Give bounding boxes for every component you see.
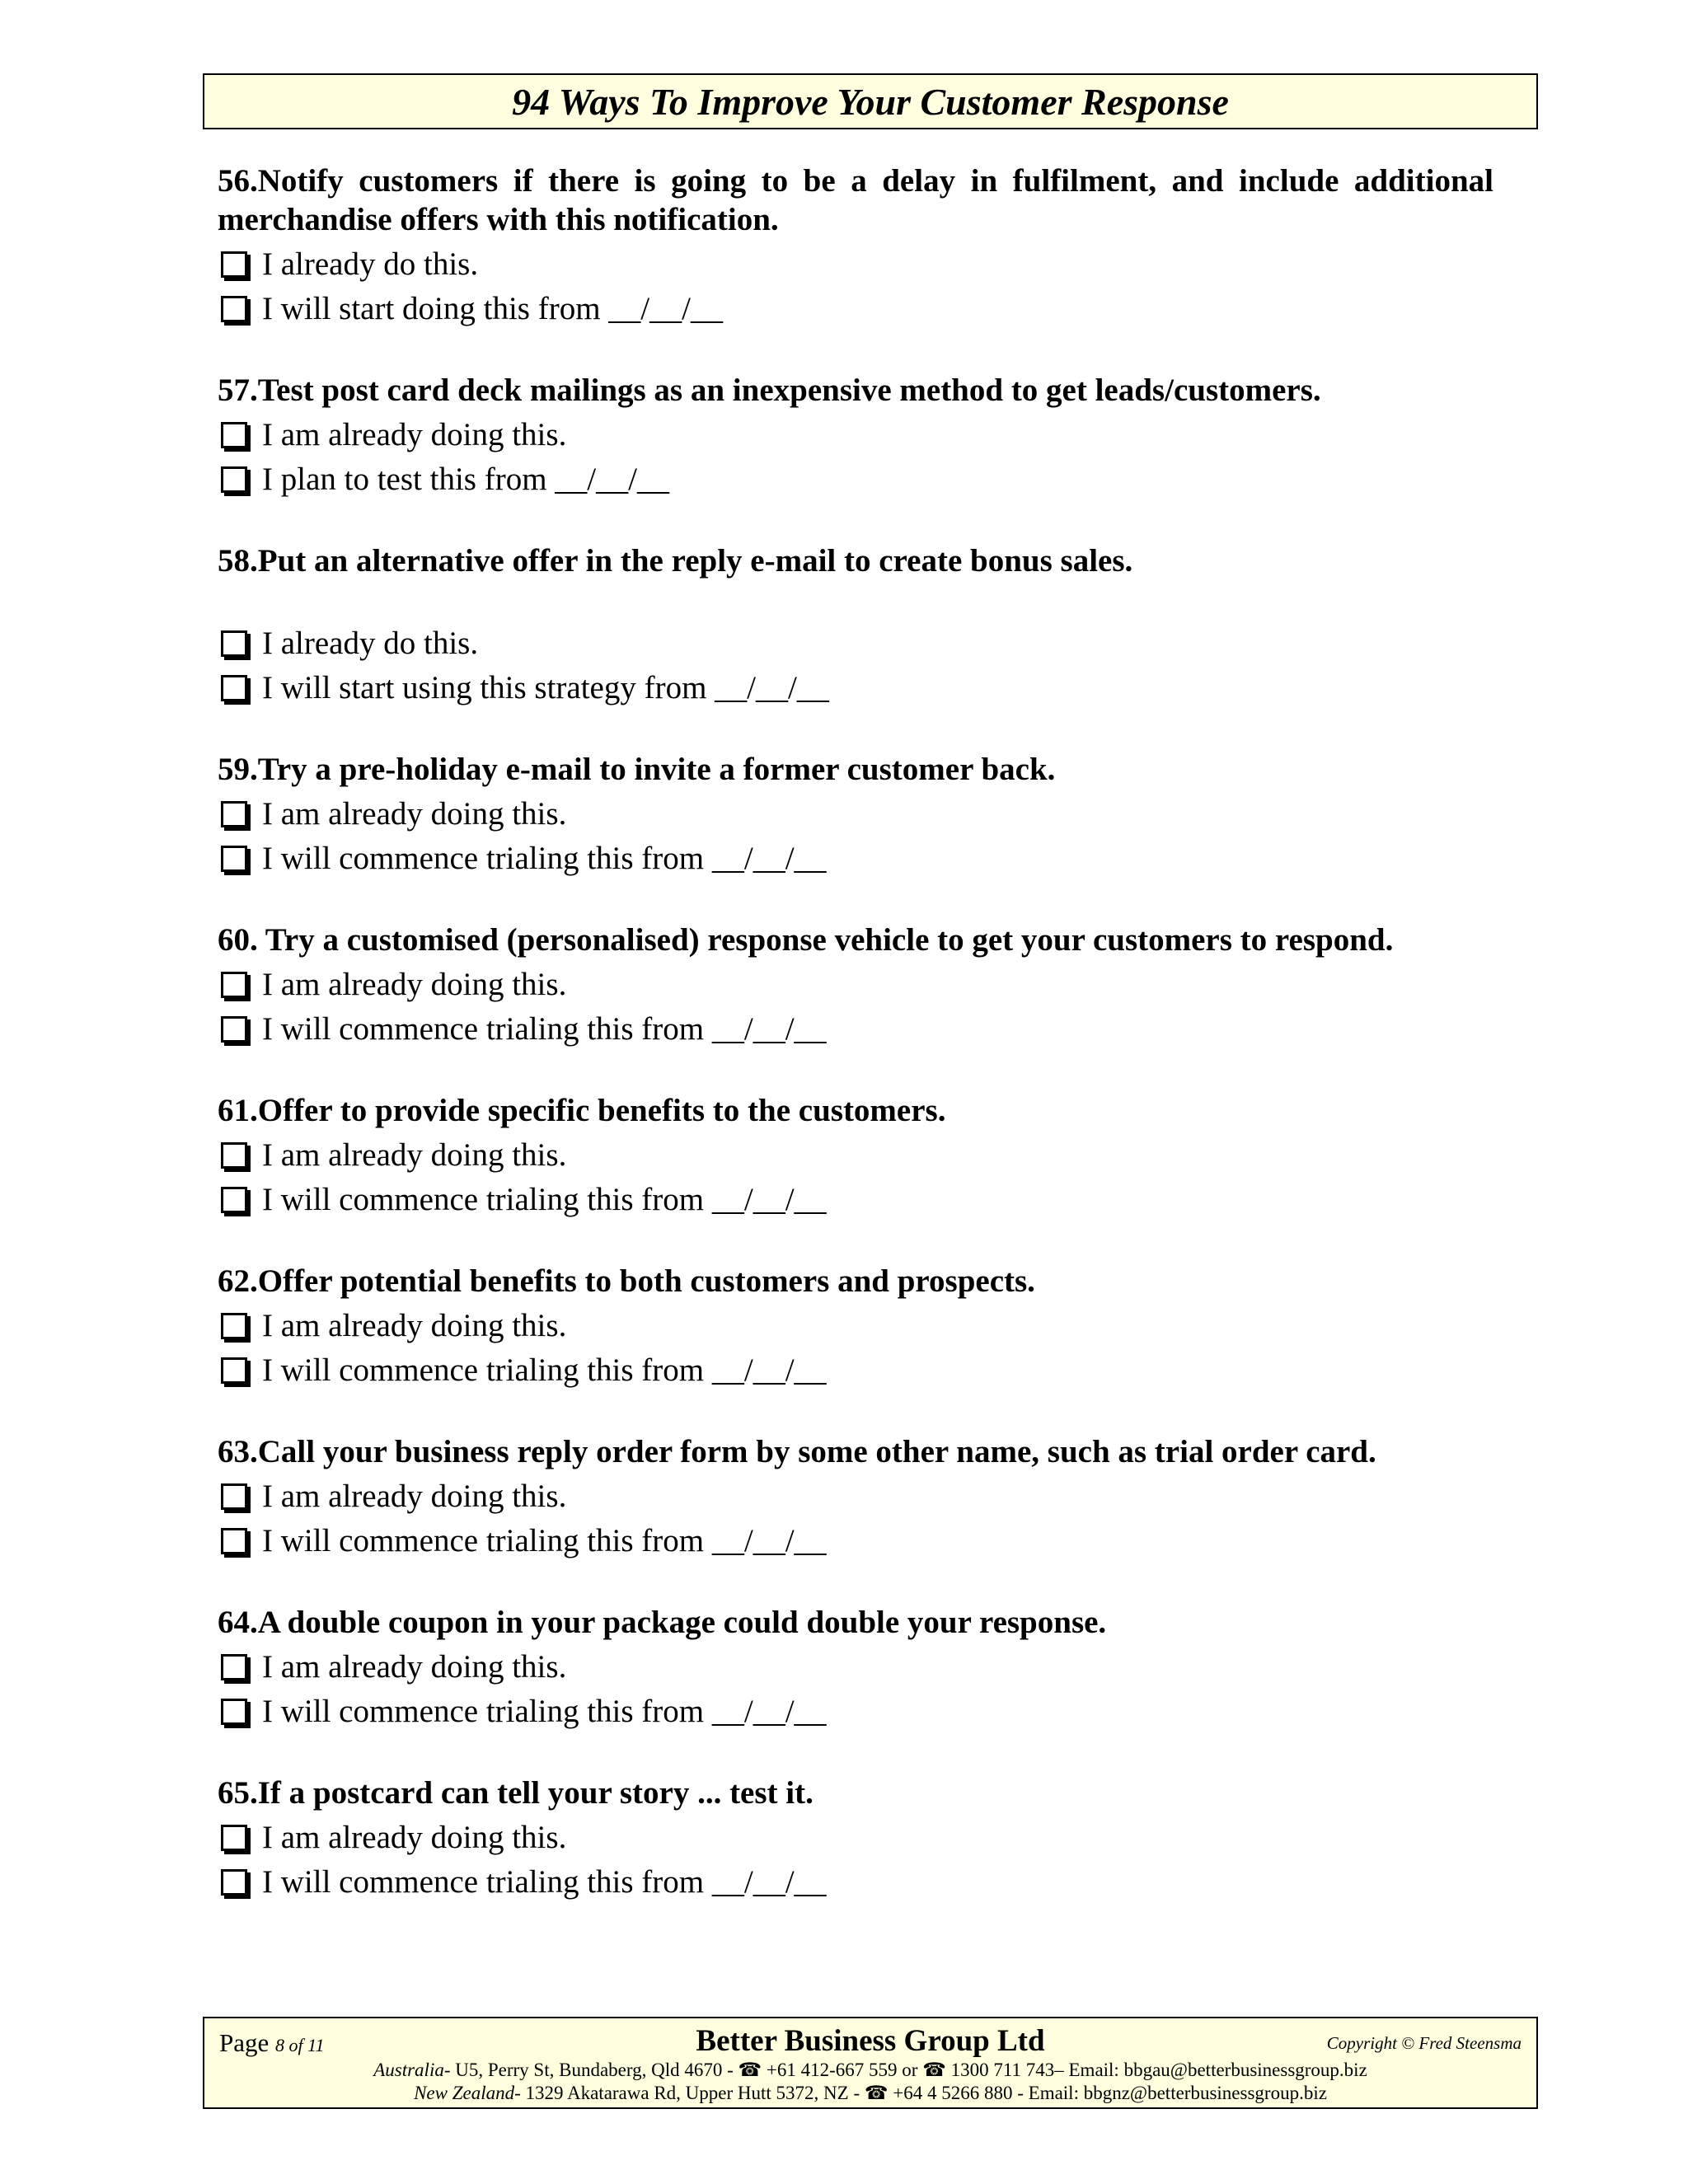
option-row	[218, 666, 1493, 710]
option-row	[218, 287, 1493, 331]
option-row	[218, 1519, 1493, 1563]
option-label: I plan to test this from __/__/__	[262, 462, 669, 497]
option-label: I am already doing this.	[262, 1479, 567, 1514]
option-label: I will start doing this from __/__/__	[262, 291, 723, 326]
page-number: 8 of 11	[275, 2035, 325, 2055]
checklist-item-62	[218, 1262, 1493, 1393]
checkbox[interactable]	[221, 466, 247, 493]
option-row	[218, 1645, 1493, 1690]
checkbox[interactable]	[221, 675, 247, 701]
option-label: I am already doing this.	[262, 967, 567, 1002]
option-row	[218, 1816, 1493, 1860]
option-row	[218, 413, 1493, 457]
option-label: I already do this.	[262, 246, 479, 282]
question-text: 59.Try a pre-holiday e-mail to invite a former customer back.	[218, 752, 1056, 787]
option-row	[218, 457, 1493, 502]
option-row	[218, 1178, 1493, 1222]
option-row	[218, 1007, 1493, 1052]
checkbox[interactable]	[221, 1142, 247, 1169]
checkbox[interactable]	[221, 1357, 247, 1384]
option-label: I am already doing this.	[262, 417, 567, 452]
checklist-item-58	[218, 541, 1493, 710]
checklist-item-65	[218, 1774, 1493, 1905]
option-label: I already do this.	[262, 626, 479, 661]
checkbox[interactable]	[221, 1483, 247, 1510]
checkbox[interactable]	[221, 296, 247, 322]
option-label: I will start using this strategy from __/__/__	[262, 670, 829, 705]
question-text: 65.If a postcard can tell your story ... test it.	[218, 1775, 814, 1811]
company-name: Better Business Group Ltd	[696, 2024, 1045, 2058]
option-label: I will commence trialing this from __/__/__	[262, 1523, 827, 1558]
checkbox[interactable]	[221, 1187, 247, 1213]
checklist-item-61	[218, 1091, 1493, 1222]
option-row	[218, 1860, 1493, 1905]
checkbox[interactable]	[221, 1869, 247, 1896]
header-banner	[203, 73, 1538, 129]
question-text: 57.Test post card deck mailings as an inexpensive method to get leads/customers.	[218, 373, 1321, 408]
checkbox[interactable]	[221, 1016, 247, 1043]
option-label: I will commence trialing this from __/__/__	[262, 1182, 827, 1217]
option-row	[218, 792, 1493, 837]
checklist	[218, 162, 1493, 1944]
option-label: I am already doing this.	[262, 1649, 567, 1685]
question-text: 56.Notify customers if there is going to be a delay in fulfilment, and include additional merchandise offers with this notification.	[218, 163, 1493, 237]
checklist-item-57	[218, 371, 1493, 502]
country-label: Australia	[373, 2060, 444, 2080]
checkbox[interactable]	[221, 251, 247, 278]
option-label: I am already doing this.	[262, 1308, 567, 1343]
checkbox[interactable]	[221, 422, 247, 448]
question-text: 61.Offer to provide specific benefits to the customers.	[218, 1093, 946, 1128]
checklist-item-59	[218, 750, 1493, 881]
option-label: I am already doing this.	[262, 1137, 567, 1173]
checkbox[interactable]	[221, 972, 247, 998]
checklist-item-56	[218, 162, 1493, 331]
checkbox[interactable]	[221, 801, 247, 827]
country-label: New Zealand	[414, 2083, 515, 2103]
question-text: 60. Try a customised (personalised) response vehicle to get your customers to respond.	[218, 922, 1394, 958]
address-text: - U5, Perry St, Bundaberg, Qld 4670 - ☎ +61 412-667 559 or ☎ 1300 711 743– Email: bbgau@betterbusinessgroup.biz	[443, 2060, 1367, 2080]
option-row	[218, 963, 1493, 1007]
question-text: 64.A double coupon in your package could double your response.	[218, 1605, 1107, 1640]
option-row	[218, 1133, 1493, 1178]
question-text: 62.Offer potential benefits to both customers and prospects.	[218, 1263, 1035, 1299]
checkbox[interactable]	[221, 630, 247, 657]
address-text: - 1329 Akatarawa Rd, Upper Hutt 5372, NZ - ☎ +64 4 5266 880 - Email: bbgnz@betterbusinessgroup.biz	[514, 2083, 1327, 2103]
question-text: 63.Call your business reply order form by some other name, such as trial order card.	[218, 1434, 1376, 1469]
checklist-item-63	[218, 1432, 1493, 1563]
option-row	[218, 1304, 1493, 1348]
option-row	[218, 837, 1493, 881]
option-label: I will commence trialing this from __/__/__	[262, 1352, 827, 1388]
option-row	[218, 1690, 1493, 1734]
option-label: I am already doing this.	[262, 1820, 567, 1855]
page-label: Page	[219, 2028, 270, 2057]
copyright-notice: Copyright © Fred Steensma	[1326, 2033, 1522, 2053]
question-text: 58.Put an alternative offer in the reply e-mail to create bonus sales.	[218, 543, 1133, 579]
option-label: I will commence trialing this from __/__/__	[262, 1694, 827, 1729]
checkbox[interactable]	[221, 1699, 247, 1725]
checkbox[interactable]	[221, 1528, 247, 1554]
option-row	[218, 1474, 1493, 1519]
footer	[203, 2017, 1538, 2109]
option-row	[218, 242, 1493, 287]
checkbox[interactable]	[221, 1654, 247, 1680]
checklist-item-64	[218, 1603, 1493, 1734]
address-australia	[204, 2060, 1536, 2081]
option-row	[218, 621, 1493, 666]
option-label: I am already doing this.	[262, 796, 567, 832]
checklist-item-60	[218, 921, 1493, 1052]
option-row	[218, 1348, 1493, 1393]
option-label: I will commence trialing this from __/__/__	[262, 841, 827, 876]
option-label: I will commence trialing this from __/__/__	[262, 1864, 827, 1900]
page-title: 94 Ways To Improve Your Customer Response	[512, 80, 1229, 123]
checkbox[interactable]	[221, 846, 247, 872]
address-new-zealand	[204, 2083, 1536, 2104]
checkbox[interactable]	[221, 1825, 247, 1851]
checkbox[interactable]	[221, 1313, 247, 1339]
option-label: I will commence trialing this from __/__/__	[262, 1011, 827, 1047]
